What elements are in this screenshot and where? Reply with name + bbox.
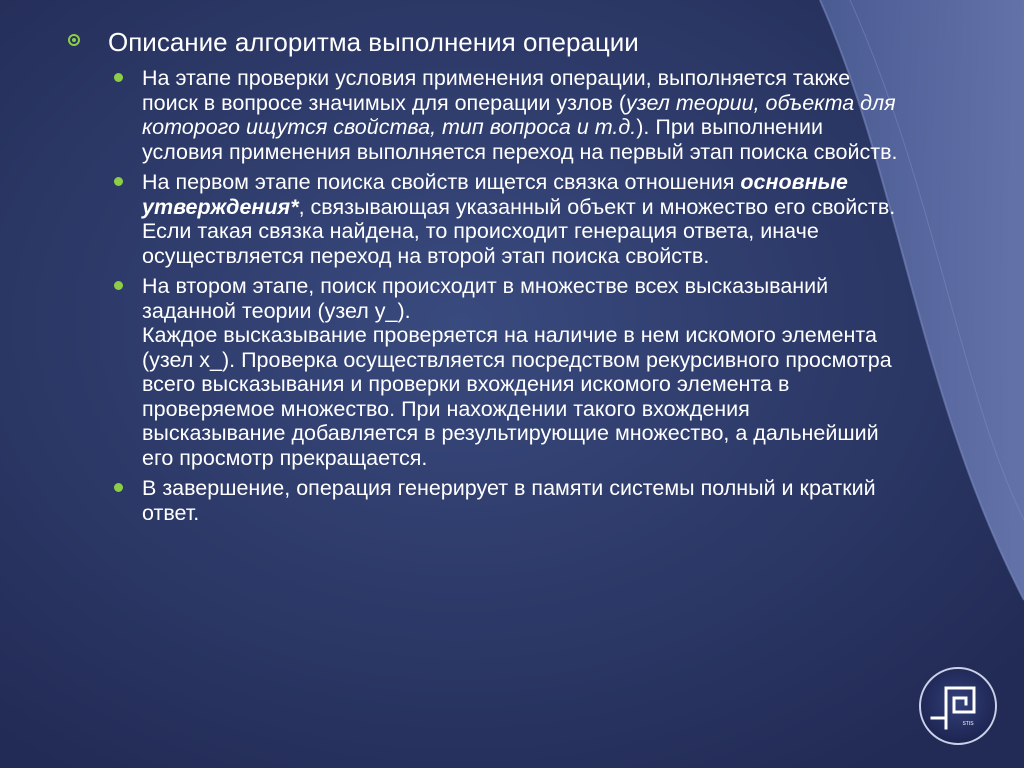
paragraph-text: На этапе проверки условия применения операции, выполняется также поиск в вопросе значимых для операции узлов ( [142, 66, 851, 115]
slide-content [68, 26, 898, 531]
list-item [68, 66, 898, 164]
main-bullet-item [68, 26, 898, 58]
logo-text: STIS [962, 721, 974, 727]
paragraph-italic-text: узел теории, объекта для которого ищутся свойства, тип вопроса и т.д. [142, 90, 896, 139]
dot-bullet-icon [114, 177, 123, 186]
paragraph-text: На втором этапе, поиск происходит в множестве всех высказываний заданной теории (узел y_). [142, 274, 829, 323]
list-item [68, 274, 898, 470]
dot-bullet-icon [114, 483, 123, 492]
slide-heading: Описание алгоритма выполнения операции [108, 27, 639, 57]
paragraph-text: ). При выполнении условия применения выполняется переход на первый этап поиска свойств. [142, 115, 898, 164]
bullet-list [68, 66, 898, 525]
dot-bullet-icon [114, 73, 123, 82]
paragraph-text: Каждое высказывание проверяется на наличие в нем искомого элемента (узел x_). Проверка осуществляется посредством рекурсивного просмотра всего высказывания и проверки вхождения искомого элемента в проверяемое множество. При нахождении такого вхождения высказывание добавляется в результирующие множество, а дальнейший его просмотр прекращается. [142, 323, 892, 470]
paragraph-bold-italic-text: основные утверждения* [142, 170, 848, 219]
paragraph-text: , связывающая указанный объект и множество его свойств. Если такая связка найдена, то происходит генерация ответа, иначе осуществляется переход на второй этап поиска свойств. [142, 194, 896, 268]
paragraph-text: На первом этапе поиска свойств ищется связка отношения [142, 170, 741, 194]
dot-bullet-icon [114, 281, 123, 290]
stis-logo [918, 666, 998, 746]
circle-bullet-icon [68, 34, 80, 46]
list-item [68, 476, 898, 525]
paragraph-text: В завершение, операция генерирует в памяти системы полный и краткий ответ. [142, 476, 876, 525]
list-item [68, 170, 898, 268]
